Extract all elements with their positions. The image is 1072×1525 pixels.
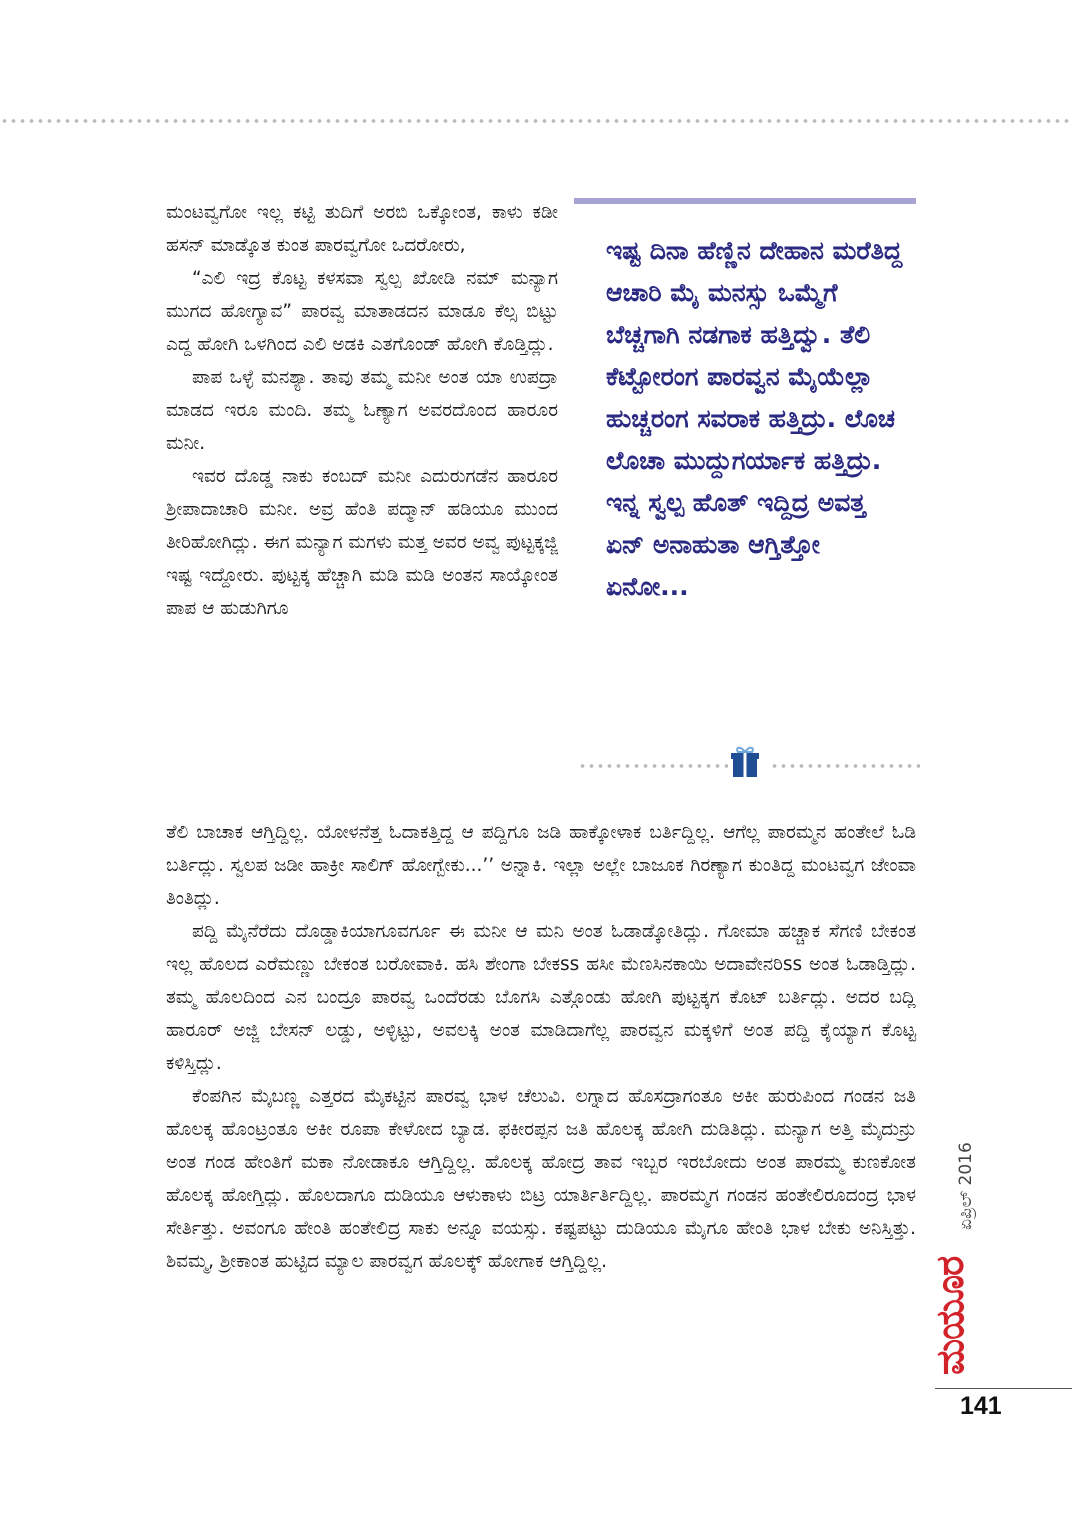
page-number: 141 [960, 1392, 1002, 1420]
gift-icon [728, 744, 762, 778]
article-full-width [166, 816, 916, 1278]
pull-quote-dotted-rule-right [770, 763, 920, 769]
pull-quote-dotted-rule-left [578, 763, 728, 769]
paragraph: ಇವರ ದೊಡ್ಡ ನಾಕು ಕಂಬದ್ ಮನೀ ಎದುರುಗಡೆನ ಹಾರೂರ ಶ್ರೀಪಾದಾಚಾರಿ ಮನೀ. ಅವ್ರ ಹೆಂತಿ ಪದ್ಮಾನ್ ಹಡಿಯೂ ಮುಂದ ತೀರಿಹೋಗಿದ್ಲು. ಈಗ ಮನ್ಯಾಗ ಮಗಳು ಮತ್ತ ಅವರ ಅವ್ವ ಪುಟ್ಟಕ್ಕಜ್ಜಿ ಇಷ್ಟ ಇದ್ದೋರು. ಪುಟ್ಟಕ್ಕ ಹೆಚ್ಚಾಗಿ ಮಡಿ ಮಡಿ ಅಂತನ ಸಾಯ್ಕೋಂತ ಪಾಪ ಆ ಹುಡುಗಿಗೂ [166, 466, 558, 619]
paragraph: ಕೆಂಪಗಿನ ಮೈಬಣ್ಣ ಎತ್ತರದ ಮೈಕಟ್ಟಿನ ಪಾರವ್ವ ಭಾಳ ಚೆಲುವಿ. ಲಗ್ನಾದ ಹೊಸದ್ರಾಗಂತೂ ಅಕೀ ಹುರುಪಿಂದ ಗಂಡನ ಜತಿ ಹೊಲಕ್ಕ ಹೊಂಟ್ರಂತೂ ಅಕೀ ರೂಪಾ ಕೇಳೋದ ಬ್ಯಾಡ. ಫಕೀರಪ್ಪನ ಜತಿ ಹೊಲಕ್ಕ ಹೋಗಿ ದುಡಿತಿದ್ಲು. ಮನ್ಯಾಗ ಅತ್ತಿ ಮೈದುನ್ರು ಅಂತ ಗಂಡ ಹೇಂತಿಗೆ ಮಕಾ ನೋಡಾಕೂ ಆಗ್ತಿದ್ದಿಲ್ಲ. ಹೊಲಕ್ಕ ಹೋದ್ರ ತಾವ ಇಬ್ಬರ ಇರಬೋದು ಅಂತ ಪಾರಮ್ಮ ಕುಣಕೋತ ಹೊಲಕ್ಕ ಹೋಗ್ತಿದ್ಲು. ಹೊಲದಾಗೂ ದುಡಿಯೂ ಆಳುಕಾಳು ಬಿಟ್ರ ಯಾರ್ತಿರ್ತಿದ್ದಿಲ್ಲ. ಪಾರಮ್ಮಗ ಗಂಡನ ಹಂತೇಲಿರೂದಂದ್ರ ಭಾಳ ಸೇರ್ತಿತ್ತು. ಅವಂಗೂ ಹೇಂತಿ ಹಂತೇಲಿದ್ರ ಸಾಕು ಅನ್ನೂ ವಯಸ್ಸು. ಕಷ್ಟಪಟ್ಟು ದುಡಿಯೂ ಮೈಗೂ ಹೇಂತಿ ಭಾಳ ಬೇಕು ಅನಿಸ್ತಿತ್ತು. ಶಿವಮ್ಮ, ಶ್ರೀಕಾಂತ ಹುಟ್ಟಿದ ಮ್ಯಾಲ ಪಾರವ್ವಗ ಹೊಲಕ್ಕ್ ಹೋಗಾಕ ಆಗ್ತಿದ್ದಿಲ್ಲ. [166, 1086, 916, 1272]
top-dotted-rule [0, 118, 1072, 124]
pull-quote: ಇಷ್ಟ ದಿನಾ ಹೆಣ್ಣಿನ ದೇಹಾನ ಮರೆತಿದ್ದ ಆಚಾರಿ ಮೈ ಮನಸ್ಸು ಒಮ್ಮೆಗೆ ಬೆಚ್ಚಗಾಗಿ ನಡಗಾಕ ಹತ್ತಿದ್ವು. ತೆಲಿ ಕೆಟ್ಟೋರಂಗ ಪಾರವ್ವನ ಮೈಯೆಲ್ಲಾ ಹುಚ್ಚರಂಗ ಸವರಾಕ ಹತ್ತಿದ್ರು. ಲೊಚ ಲೊಚಾ ಮುದ್ದುಗರ್ಯಾಕ ಹತ್ತಿದ್ರು. ಇನ್ನ ಸ್ವಲ್ಪ ಹೊತ್ ಇದ್ದಿದ್ರ ಅವತ್ತ ಏನ್ ಅನಾಹುತಾ ಆಗ್ತಿತ್ತೋ ಏನೋ... [606, 236, 903, 601]
paragraph: ಪದ್ದಿ ಮೈನೆರೆದು ದೊಡ್ಡಾಕಿಯಾಗೂವರ್ಗೂ ಈ ಮನೀ ಆ ಮನಿ ಅಂತ ಓಡಾಡ್ಕೋತಿದ್ಲು. ಗೋಮಾ ಹಚ್ಚಾಕ ಸೆಗಣಿ ಬೇಕಂತ ಇಲ್ಲ ಹೊಲದ ಎರೆಮಣ್ಣು ಬೇಕಂತ ಬರೋವಾಕಿ. ಹಸಿ ಶೇಂಗಾ ಬೇಕss ಹಸೀ ಮೆಣಸಿನಕಾಯಿ ಅದಾವೇನರಿss ಅಂತ ಓಡಾಡ್ತಿದ್ಲು. ತಮ್ಮ ಹೊಲದಿಂದ ಎನ ಬಂದ್ರೂ ಪಾರವ್ವ ಒಂದೆರಡು ಬೊಗಸಿ ಎತ್ಗೊಂಡು ಹೋಗಿ ಪುಟ್ಟಕ್ಕಗ ಕೊಟ್ ಬರ್ತಿದ್ಲು. ಅದರ ಬದ್ಲಿ ಹಾರೂರ್ ಅಜ್ಜಿ ಬೇಸನ್ ಲಡ್ಡು, ಅಳ್ಳಿಟ್ಟು, ಅವಲಕ್ಕಿ ಅಂತ ಮಾಡಿದಾಗೆಲ್ಲ ಪಾರವ್ವನ ಮಕ್ಕಳಿಗೆ ಅಂತ ಪದ್ದಿ ಕೈಯ್ಯಾಗ ಕೊಟ್ಟ ಕಳಿಸ್ತಿದ್ಲು. [166, 921, 916, 1074]
pull-quote-bar [574, 198, 916, 204]
issue-date: ಏಪ್ರಿಲ್ 2016 [956, 1142, 976, 1230]
paragraph: “ಎಲಿ ಇದ್ರ ಕೊಟ್ಟ ಕಳಸವಾ ಸ್ವಲ್ಪ ಖೋಡಿ ನಮ್ ಮನ್ಯಾಗ ಮುಗದ ಹೋಗ್ಯಾವ” ಪಾರವ್ವ ಮಾತಾಡದನ ಮಾಡೂ ಕೆಲ್ಸ ಬಿಟ್ಟು ಎದ್ದ ಹೋಗಿ ಒಳಗಿಂದ ಎಲಿ ಅಡಕಿ ಎತಗೊಂಡ್ ಹೋಗಿ ಕೊಡ್ತಿದ್ಲು. [166, 268, 558, 355]
paragraph: ತೆಲಿ ಬಾಚಾಕ ಆಗ್ತಿದ್ದಿಲ್ಲ. ಯೋಳನೆತ್ತ ಓದಾಕತ್ತಿದ್ದ ಆ ಪದ್ದಿಗೂ ಜಡಿ ಹಾಕ್ಕೋಳಾಕ ಬರ್ತಿದ್ದಿಲ್ಲ. ಆಗೆಲ್ಲ ಪಾರಮ್ಮನ ಹಂತೇಲೆ ಓಡಿ ಬರ್ತಿದ್ಲು. ಸ್ವಲಪ ಜಡೀ ಹಾಕ್ರೀ ಸಾಲಿಗ್ ಹೋಗ್ಬೇಕು...’’ ಅನ್ನಾಕಿ. ಇಲ್ಲಾ ಅಲ್ಲೇ ಬಾಜೂಕ ಗಿರಣ್ಯಾಗ ಕುಂತಿದ್ದ ಮಂಟವ್ವಗ ಜೇಂವಾ ತಿಂತಿದ್ಲು. [166, 822, 916, 909]
magazine-masthead [928, 1256, 972, 1375]
page-number-rule [935, 1388, 1072, 1389]
magazine-logo: ಮಯೂರ [928, 1256, 972, 1375]
paragraph: ಪಾಪ ಒಳ್ಳೆ ಮನಶ್ಯಾ. ತಾವು ತಮ್ಮ ಮನೀ ಅಂತ ಯಾ ಉಪದ್ರಾ ಮಾಡದ ಇರೂ ಮಂದಿ. ತಮ್ಮ ಓಣ್ಯಾಗ ಅವರದೊಂದ ಹಾರೂರ ಮನೀ. [166, 367, 558, 454]
paragraph: ಮಂಟವ್ವಗೋ ಇಲ್ಲ ಕಟ್ಟಿ ತುದಿಗೆ ಅರಬಿ ಒಕ್ಕೋಂತ, ಕಾಳು ಕಡೀ ಹಸನ್ ಮಾಡ್ಕೊತ ಕುಂತ ಪಾರವ್ವಗೋ ಒದರೋರು, [166, 202, 558, 256]
article-left-column [166, 196, 558, 625]
